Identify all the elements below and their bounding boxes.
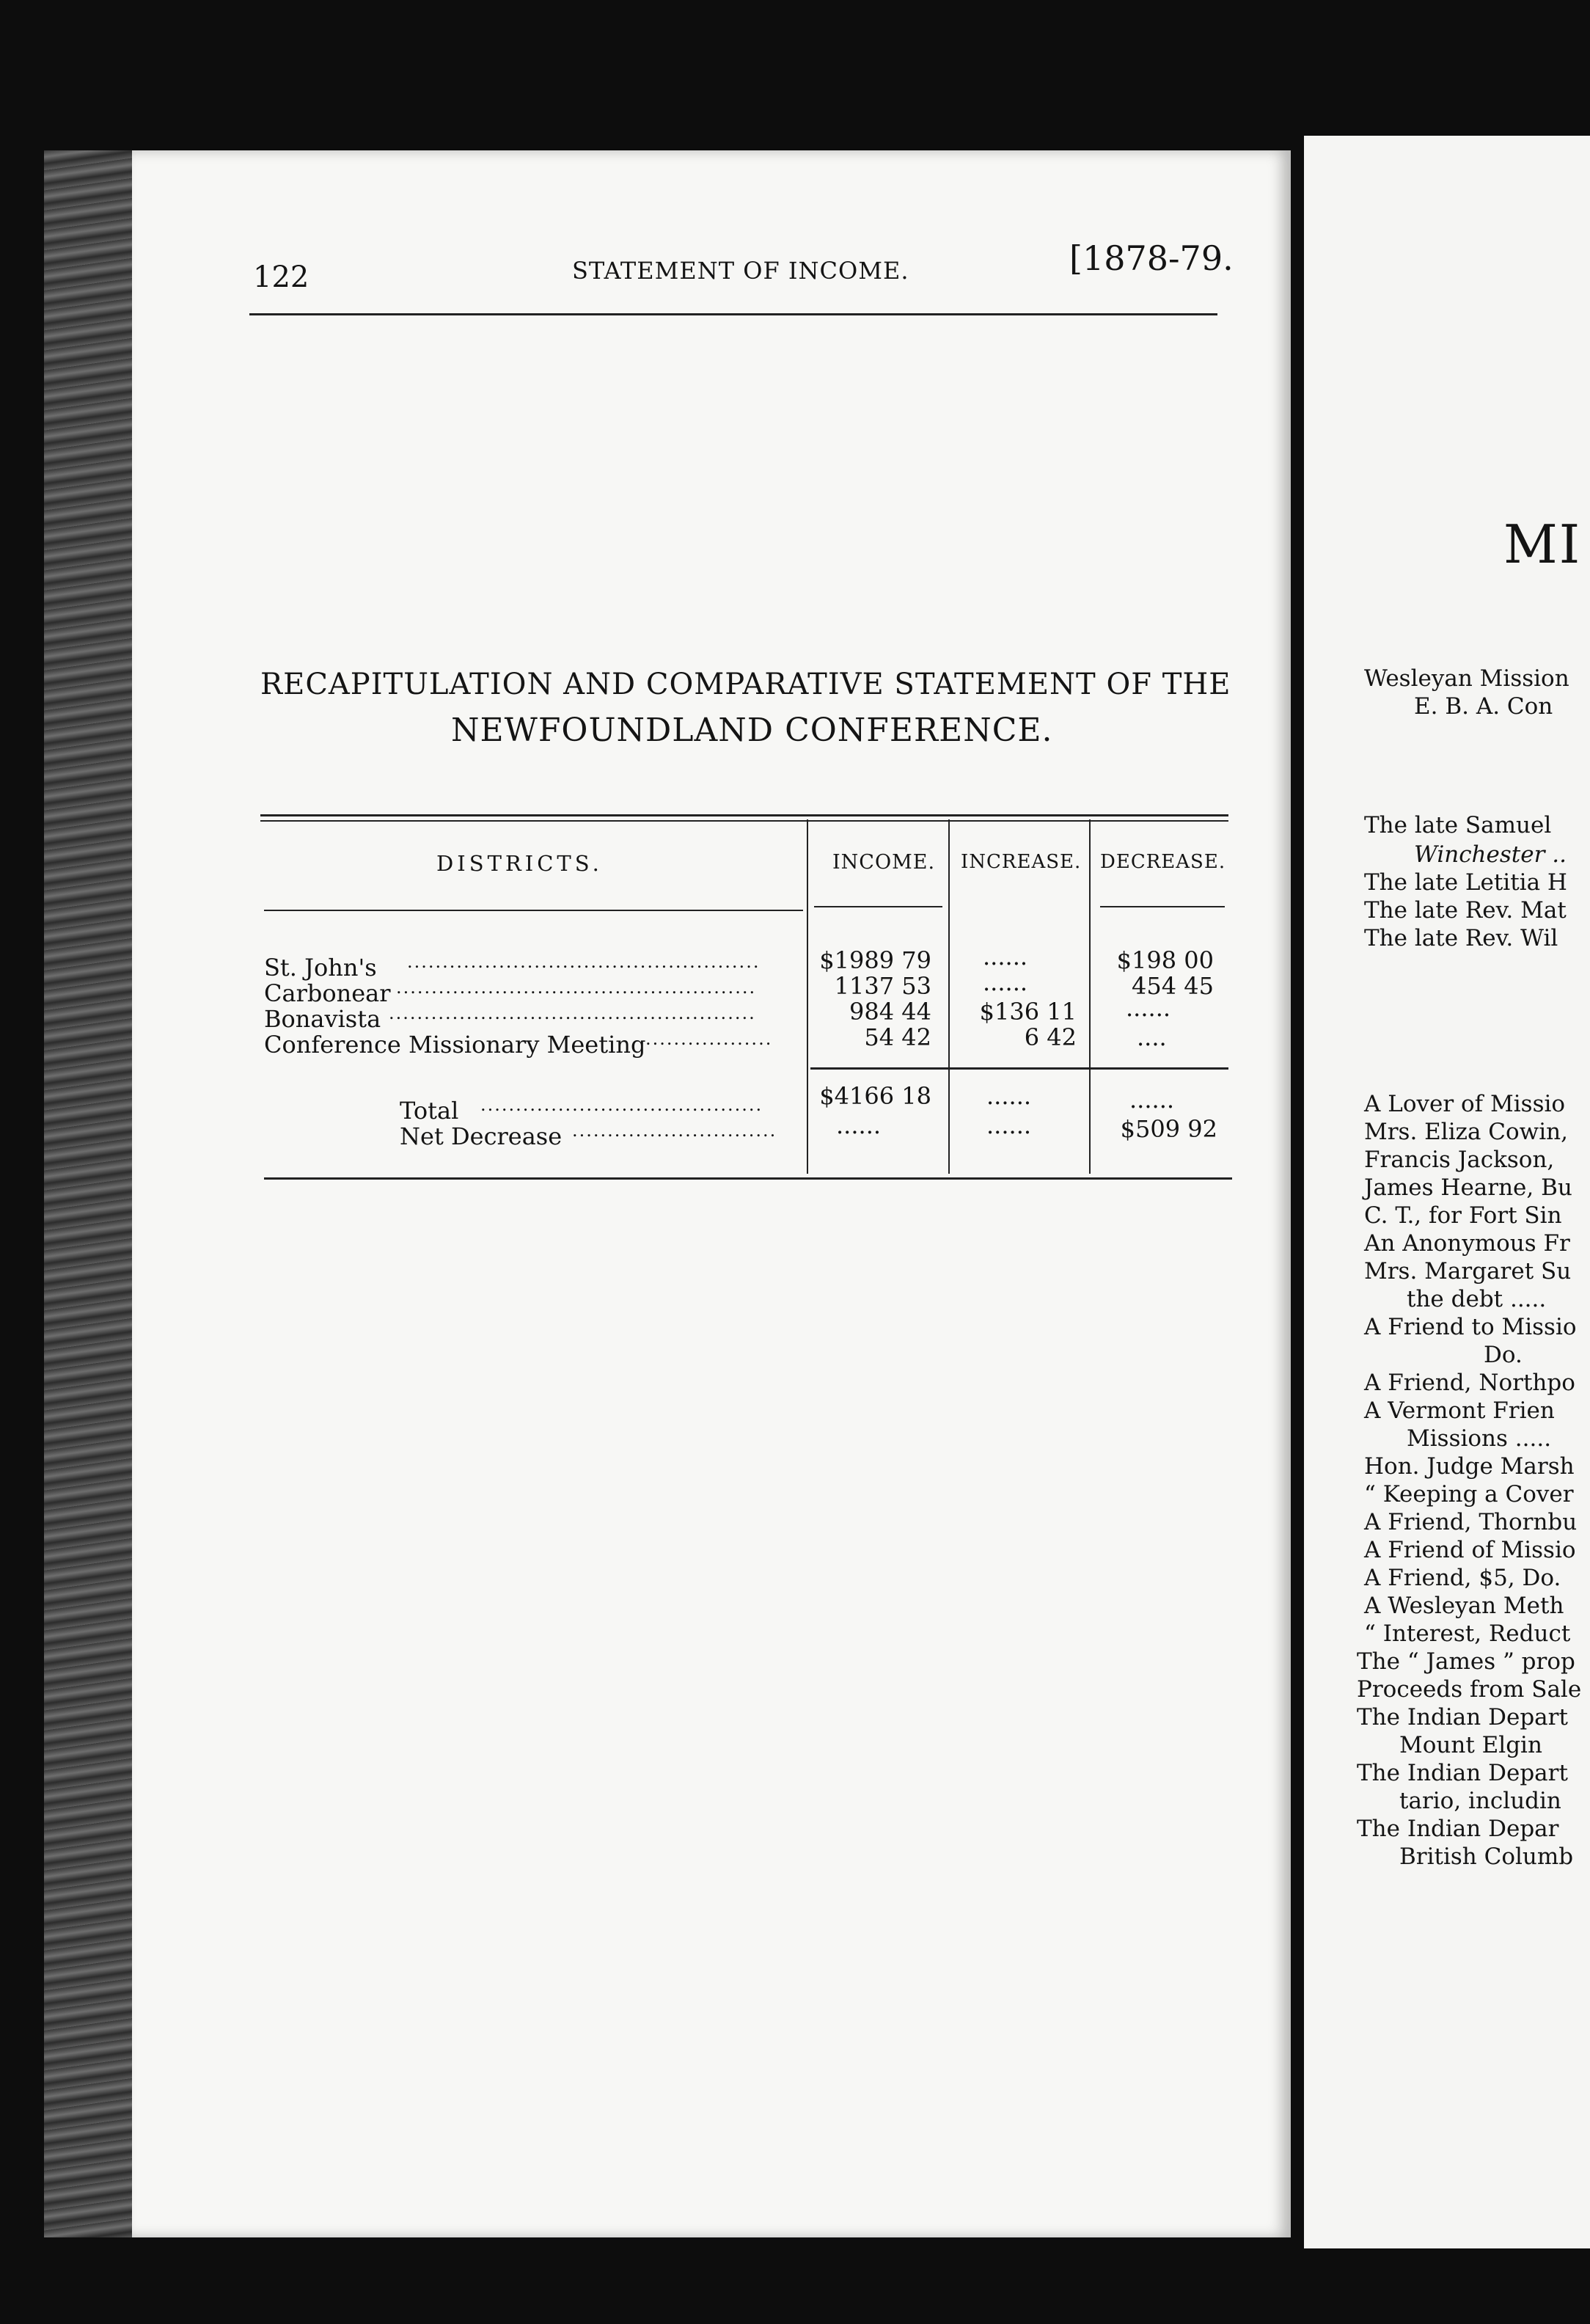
header-rule	[249, 313, 1217, 315]
dot-leader: ........................................	[480, 1095, 763, 1115]
statement-title-line2: NEWFOUNDLAND CONFERENCE.	[451, 712, 1053, 749]
list-item: A Wesleyan Meth	[1364, 1593, 1564, 1619]
list-item: Mrs. Margaret Su	[1364, 1258, 1572, 1285]
list-item: An Anonymous Fr	[1364, 1230, 1570, 1257]
list-item: Winchester ..	[1414, 841, 1567, 868]
table-row-district: Conference Missionary Meeting	[264, 1031, 646, 1059]
right-page-heading: MI	[1503, 514, 1582, 575]
list-item: Mount Elgin	[1399, 1732, 1542, 1758]
total-rule	[810, 1067, 1228, 1070]
table-cell-increase: 6 42	[1024, 1023, 1077, 1051]
table-row-district: St. John's	[264, 954, 377, 982]
book-spine-edge	[44, 150, 135, 2237]
col-header-decrease: DECREASE.	[1100, 851, 1226, 873]
dot-leader: ....................................................	[389, 1003, 756, 1023]
net-decrease-value: $509 92	[1120, 1115, 1217, 1143]
table-cell-increase: ......	[983, 968, 1028, 996]
table-cell-increase: ......	[983, 943, 1028, 971]
table-cell-income: 1137 53	[834, 972, 931, 1000]
table-cell-income: 54 42	[864, 1023, 931, 1051]
list-item: The late Rev. Mat	[1364, 897, 1567, 924]
net-decrease-label: Net Decrease	[400, 1122, 563, 1150]
list-item: E. B. A. Con	[1414, 693, 1553, 720]
list-item: Hon. Judge Marsh	[1364, 1453, 1575, 1480]
list-item: A Friend to Missio	[1364, 1314, 1577, 1340]
table-row-district: Carbonear	[264, 979, 391, 1007]
statement-title-line1: RECAPITULATION AND COMPARATIVE STATEMENT OF THE	[260, 668, 1231, 701]
list-item: Wesleyan Mission	[1364, 665, 1569, 692]
list-item: C. T., for Fort Sin	[1364, 1202, 1562, 1229]
total-increase: ......	[986, 1082, 1032, 1110]
list-item: A Friend, $5, Do.	[1364, 1565, 1561, 1591]
running-title: STATEMENT OF INCOME.	[572, 257, 909, 285]
total-label: Total	[400, 1097, 459, 1125]
header-underline-decrease	[1100, 906, 1225, 907]
table-cell-income: 984 44	[849, 998, 931, 1026]
table-cell-increase: $136 11	[979, 998, 1077, 1026]
table-top-rule-2	[260, 820, 1228, 822]
list-item: tario, includin	[1399, 1788, 1561, 1814]
list-item: Proceeds from Sale	[1357, 1676, 1582, 1703]
dot-leader: ...................................................	[396, 977, 757, 998]
total-income: $4166 18	[819, 1082, 931, 1110]
list-item: A Friend of Missio	[1364, 1537, 1576, 1563]
list-item: The Indian Depart	[1357, 1704, 1568, 1731]
header-underline-districts	[264, 910, 803, 911]
list-item: The late Samuel	[1364, 812, 1552, 838]
list-item: Missions .....	[1407, 1425, 1552, 1452]
list-item: The late Rev. Wil	[1364, 925, 1558, 951]
table-cell-income: $1989 79	[819, 946, 931, 974]
dot-leader: ..................................................	[407, 951, 761, 972]
page-number: 122	[253, 260, 309, 294]
list-item: “ Interest, Reduct	[1364, 1620, 1571, 1647]
list-item: British Columb	[1399, 1844, 1574, 1870]
dot-leader: ..................	[645, 1028, 773, 1049]
list-item: A Friend, Thornbu	[1364, 1509, 1578, 1535]
list-item: A Friend, Northpo	[1364, 1370, 1575, 1396]
col-header-increase: INCREASE.	[961, 851, 1082, 873]
table-row-district: Bonavista	[264, 1005, 381, 1033]
list-item: The Indian Depart	[1357, 1760, 1568, 1786]
total-decrease: ......	[1129, 1086, 1175, 1114]
col-divider-2	[948, 819, 950, 1174]
table-cell-decrease: ......	[1126, 994, 1171, 1022]
dot-leader: .............................	[572, 1120, 777, 1141]
year-range: [1878-79.	[1069, 238, 1234, 278]
table-cell-decrease: ....	[1137, 1023, 1167, 1051]
list-item: The Indian Depar	[1357, 1816, 1559, 1842]
left-page	[132, 150, 1291, 2237]
list-item: A Vermont Frien	[1364, 1397, 1555, 1424]
col-header-districts: DISTRICTS.	[436, 851, 603, 876]
table-cell-decrease: $198 00	[1116, 946, 1214, 974]
right-page	[1304, 136, 1590, 2248]
net-increase: ......	[986, 1111, 1032, 1139]
net-income: ......	[836, 1111, 882, 1139]
list-item: The late Letitia H	[1364, 869, 1567, 896]
col-header-income: INCOME.	[832, 851, 936, 874]
list-item: A Lover of Missio	[1364, 1091, 1566, 1117]
list-item: Francis Jackson,	[1364, 1147, 1555, 1173]
list-item: The “ James ” prop	[1357, 1648, 1575, 1675]
table-top-rule	[260, 814, 1228, 816]
list-item: the debt .....	[1407, 1286, 1547, 1312]
table-cell-decrease: 454 45	[1132, 972, 1214, 1000]
table-bottom-rule	[264, 1177, 1232, 1180]
list-item: “ Keeping a Cover	[1364, 1481, 1574, 1508]
list-item: James Hearne, Bu	[1364, 1174, 1572, 1201]
list-item: Do.	[1484, 1342, 1523, 1368]
header-underline-income	[814, 906, 942, 907]
list-item: Mrs. Eliza Cowin,	[1364, 1119, 1568, 1145]
